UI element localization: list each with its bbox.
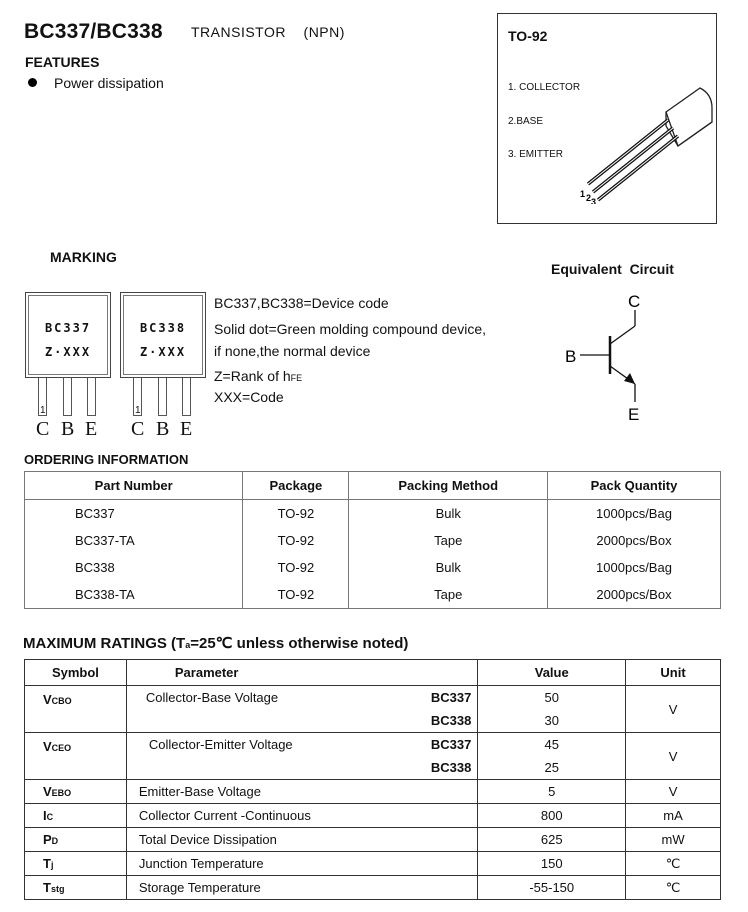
unit-cell: ℃ [626,876,721,900]
value-cell: 45 [478,733,626,757]
cell: Bulk [349,500,548,528]
max-ratings-heading: MAXIMUM RATINGS (Ta=25℃ unless otherwise noted) [23,635,409,652]
cell: BC338 [25,554,243,581]
cell: 2000pcs/Box [548,527,721,554]
legend-normal-device: if none,the normal device [214,343,371,359]
legend-xxx-code: XXX=Code [214,389,284,405]
leg-label-b: B [156,418,170,440]
page-subtitle: TRANSISTOR (NPN) [191,24,345,40]
device-cell: BC338 [126,756,477,780]
legend-rank: Z=Rank of hFE [214,368,303,384]
symbol-cell: VEBO [25,780,127,804]
pin1-marker: 1 [40,405,46,416]
pin1-marker: 1 [135,405,141,416]
ordering-table [24,471,721,609]
unit-cell: V [626,686,721,733]
cell: TO-92 [243,554,349,581]
base-label: B [565,347,577,366]
lead-2-label: 2 [586,193,592,203]
table-row [25,527,721,554]
parameter-cell: Total Device Dissipation [126,828,477,852]
lead [158,378,167,416]
cell: 2000pcs/Box [548,581,721,609]
cell: BC337-TA [25,527,243,554]
symbol-cell: IC [25,804,127,828]
leg-label-e: E [85,418,98,440]
column-header: Part Number [25,472,243,500]
table-row [25,554,721,581]
symbol-cell: VCEO [25,733,127,780]
column-header: Pack Quantity [548,472,721,500]
table-header-row [25,660,721,686]
cell: Bulk [349,554,548,581]
device-cell: BC338 [126,709,477,733]
parameter-cell: Junction Temperature [126,852,477,876]
parameter-cell: Emitter-Base Voltage [126,780,477,804]
features-heading: FEATURES [25,54,100,70]
leg-label-c: C [36,418,50,440]
value-cell: 30 [478,709,626,733]
table-row [25,500,721,528]
value-cell: -55-150 [478,876,626,900]
npn-transistor-icon [560,288,670,428]
column-header: Value [478,660,626,686]
page-title: BC337/BC338 [24,20,163,43]
table-header-row [25,472,721,500]
column-header: Package [243,472,349,500]
bullet-icon [28,78,37,87]
symbol-cell: Tj [25,852,127,876]
package-name: TO-92 [508,28,548,44]
cell: TO-92 [243,500,349,528]
collector-label: C [628,292,641,311]
parameter-cell: Collector Current -Continuous [126,804,477,828]
table-row [25,756,721,780]
max-ratings-table [24,659,721,900]
table-row [25,828,721,852]
cell: Tape [349,581,548,609]
value-cell: 625 [478,828,626,852]
column-header: Packing Method [349,472,548,500]
leg-label-c: C [131,418,145,440]
table-row [25,686,721,710]
parameter-cell: Collector-Base Voltage BC337 [126,686,477,710]
leg-label-e: E [180,418,193,440]
parameter-cell: Storage Temperature [126,876,477,900]
leg-label-b: B [61,418,75,440]
equivalent-circuit-heading: Equivalent Circuit [551,261,674,277]
pin-emitter: 3. EMITTER [508,149,564,160]
table-row [25,709,721,733]
column-header: Symbol [25,660,127,686]
unit-cell: V [626,780,721,804]
value-cell: 25 [478,756,626,780]
symbol-cell: Tstg [25,876,127,900]
table-row [25,804,721,828]
table-row [25,852,721,876]
cell: TO-92 [243,581,349,609]
lead-1-label: 1 [580,189,586,199]
unit-cell: mW [626,828,721,852]
unit-cell: ℃ [626,852,721,876]
cell: 1000pcs/Bag [548,554,721,581]
value-cell: 5 [478,780,626,804]
device-code: BC338 [139,321,187,335]
cell: TO-92 [243,527,349,554]
pin-collector: 1. COLLECTOR [508,82,581,93]
device-subcode: Z·XXX [139,345,187,359]
value-cell: 150 [478,852,626,876]
symbol-cell: VCBO [25,686,127,733]
to92-package-icon [578,74,718,204]
device-subcode: Z·XXX [44,345,92,359]
value-cell: 800 [478,804,626,828]
device-code: BC337 [44,321,92,335]
cell: 1000pcs/Bag [548,500,721,528]
parameter-cell: Collector-Emitter Voltage BC337 [126,733,477,757]
ordering-heading: ORDERING INFORMATION [24,452,189,467]
emitter-label: E [628,405,640,424]
table-row [25,876,721,900]
feature-item: Power dissipation [54,75,164,91]
package-box [497,13,717,224]
legend-device-code: BC337,BC338=Device code [214,295,389,311]
cell: BC338-TA [25,581,243,609]
table-row [25,581,721,609]
lead-3-label: 3 [591,197,597,204]
table-row [25,780,721,804]
lead [182,378,191,416]
cell: BC337 [25,500,243,528]
lead [63,378,72,416]
column-header: Unit [626,660,721,686]
unit-cell: V [626,733,721,780]
column-header: Parameter [126,660,477,686]
symbol-cell: PD [25,828,127,852]
marking-device-1 [25,292,111,378]
marking-device-2 [120,292,206,378]
lead [87,378,96,416]
pin-base: 2.BASE [508,116,544,127]
legend-solid-dot: Solid dot=Green molding compound device, [214,321,487,337]
table-row [25,733,721,757]
unit-cell: mA [626,804,721,828]
marking-heading: MARKING [50,249,117,265]
value-cell: 50 [478,686,626,710]
cell: Tape [349,527,548,554]
